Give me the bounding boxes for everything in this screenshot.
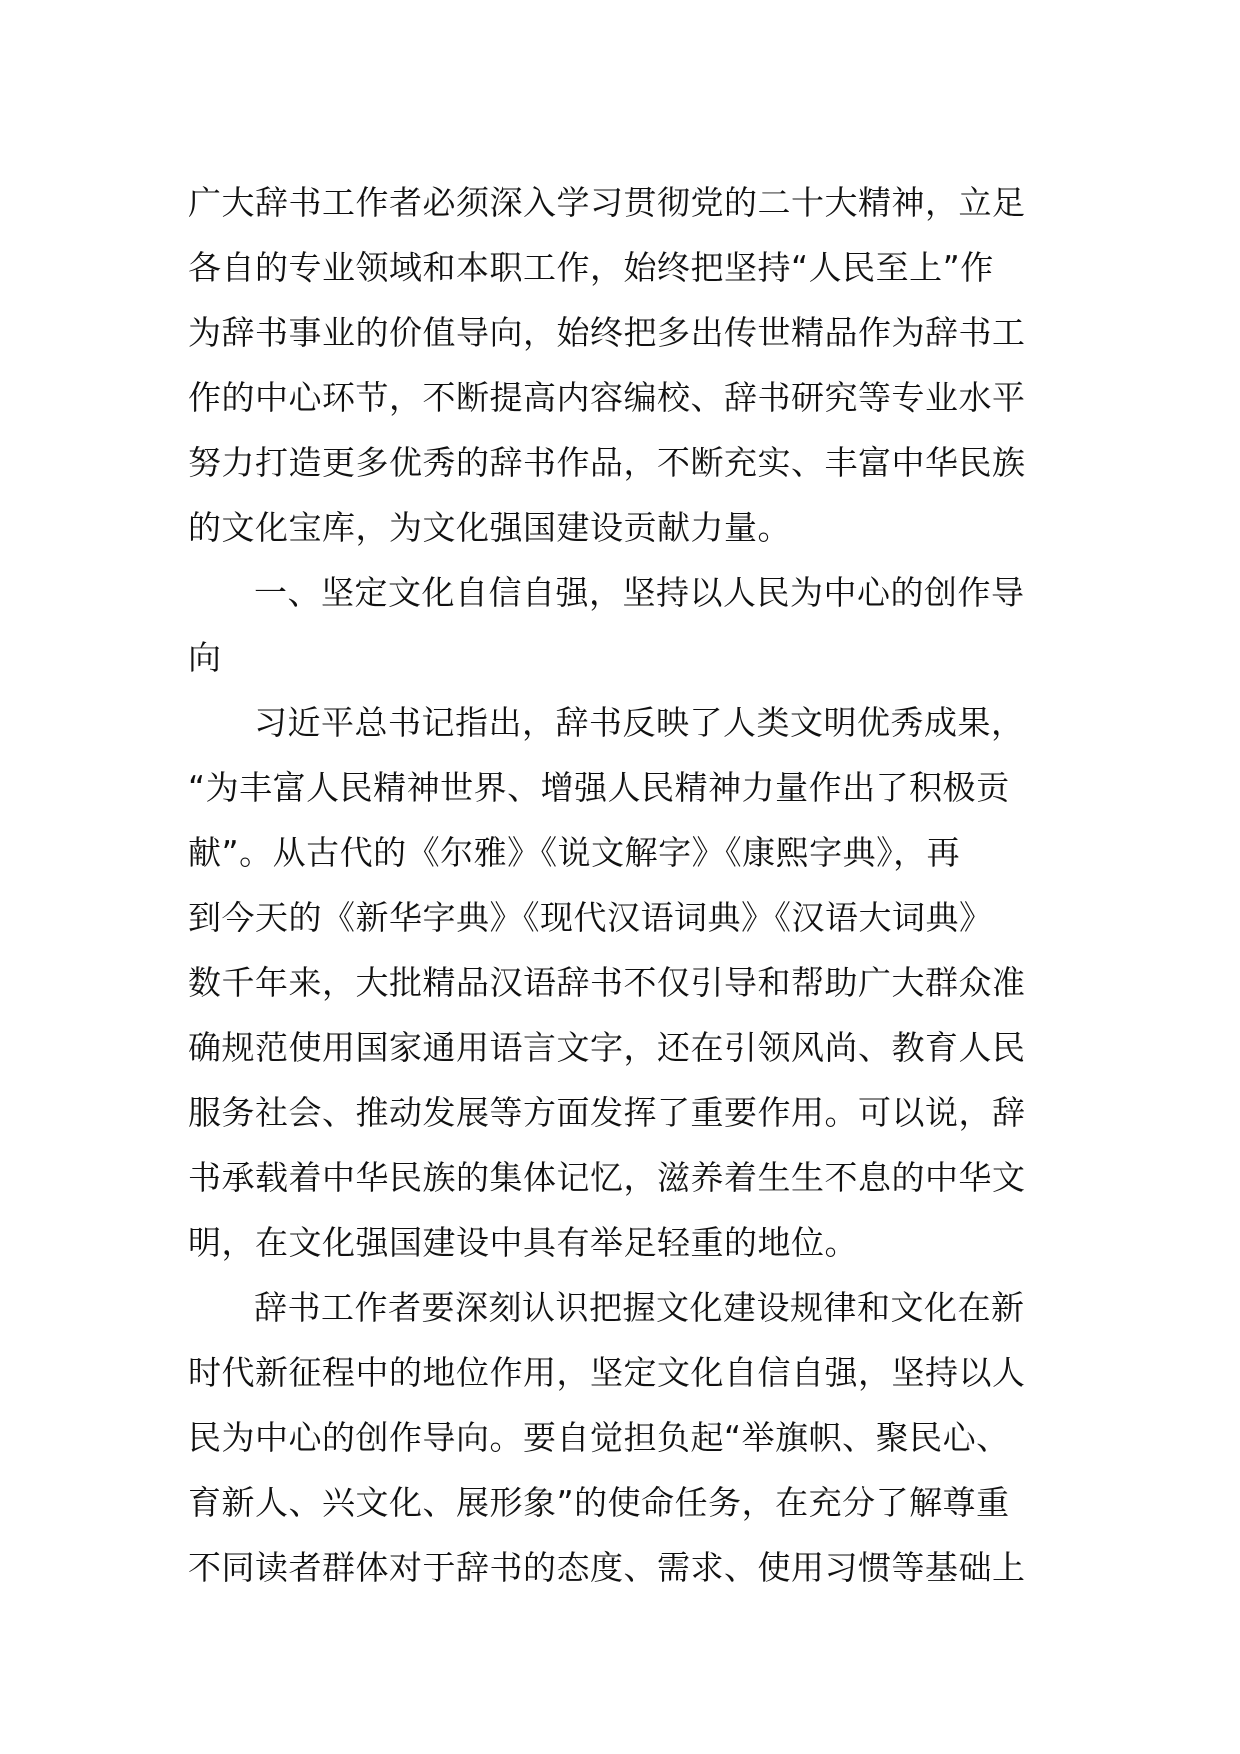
text-line: “为丰富人民精神世界、增强人民精神力量作出了积极贡 xyxy=(188,768,1010,807)
text-line: 广大辞书工作者必须深入学习贯彻党的二十大精神，立足 xyxy=(188,183,1026,222)
text-line: 习近平总书记指出，辞书反映了人类文明优秀成果， xyxy=(254,703,1025,742)
text-line: 不同读者群体对于辞书的态度、需求、使用习惯等基础上 xyxy=(188,1548,1026,1587)
text-line: 努力打造更多优秀的辞书作品，不断充实、丰富中华民族 xyxy=(188,443,1026,482)
text-line: 作的中心环节，不断提高内容编校、辞书研究等专业水平 xyxy=(188,378,1026,417)
text-line: 献”。从古代的《尔雅》《说文解字》《康熙字典》，再 xyxy=(188,833,961,872)
text-line: 到今天的《新华字典》《现代汉语词典》《汉语大词典》 xyxy=(188,898,993,937)
text-line: 为辞书事业的价值导向，始终把多出传世精品作为辞书工 xyxy=(188,313,1026,352)
text-line: 辞书工作者要深刻认识把握文化建设规律和文化在新 xyxy=(254,1288,1025,1327)
text-line: 育新人、兴文化、展形象”的使命任务，在充分了解尊重 xyxy=(188,1483,1010,1522)
text-line: 明，在文化强国建设中具有举足轻重的地位。 xyxy=(188,1223,858,1262)
text-line: 民为中心的创作导向。要自觉担负起“举旗帜、聚民心、 xyxy=(188,1418,1010,1457)
section-heading-continued: 向 xyxy=(188,638,222,677)
text-line: 数千年来，大批精品汉语辞书不仅引导和帮助广大群众准 xyxy=(188,963,1026,1002)
text-line: 的文化宝库，为文化强国建设贡献力量。 xyxy=(188,508,791,547)
text-line: 确规范使用国家通用语言文字，还在引领风尚、教育人民 xyxy=(188,1028,1026,1067)
section-heading: 一、坚定文化自信自强，坚持以人民为中心的创作导 xyxy=(254,573,1025,612)
text-line: 时代新征程中的地位作用，坚定文化自信自强，坚持以人 xyxy=(188,1353,1026,1392)
text-line: 书承载着中华民族的集体记忆，滋养着生生不息的中华文 xyxy=(188,1158,1026,1197)
text-line: 服务社会、推动发展等方面发挥了重要作用。可以说，辞 xyxy=(188,1093,1026,1132)
document-body xyxy=(188,170,1058,1600)
text-line: 各自的专业领域和本职工作，始终把坚持“人民至上”作 xyxy=(188,248,994,287)
